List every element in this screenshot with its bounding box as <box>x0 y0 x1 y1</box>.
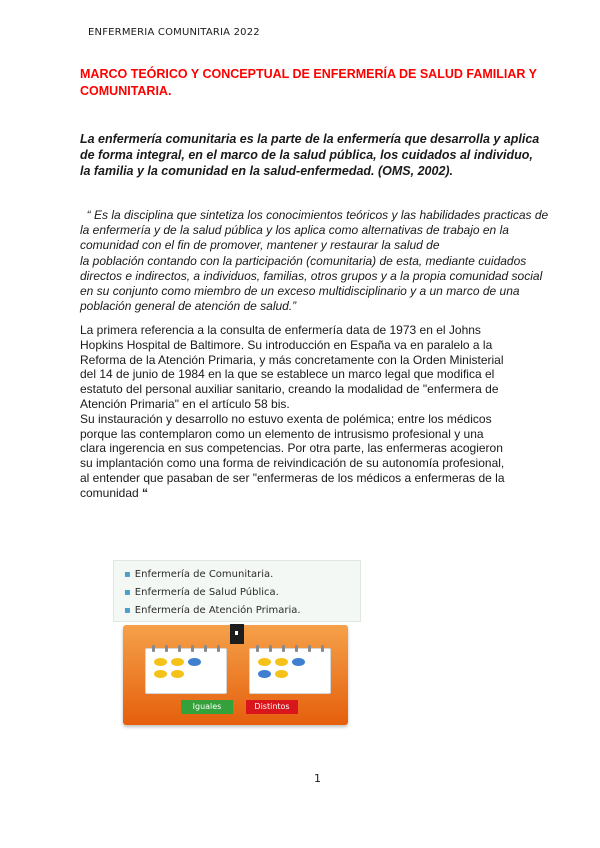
yellow-dot-icon <box>275 658 288 666</box>
figure-item-label: Enfermería de Atención Primaria. <box>134 605 301 616</box>
blue-dot-icon <box>258 670 271 678</box>
body-line: estatuto del personal auxiliar sanitario, creando la modalidad de "enfermera de <box>80 382 499 397</box>
distintos-label: Distintos <box>246 700 298 714</box>
figure-list-item <box>124 569 273 580</box>
comparison-figure <box>113 560 359 728</box>
quote-paragraph <box>80 208 555 314</box>
yellow-dot-icon <box>171 670 184 678</box>
body-line: Atención Primaria" en el artículo 58 bis. <box>80 396 290 411</box>
quote-line: la enfermería y de la salud pública y los aplica como alternativas de trabajo en la <box>80 223 509 238</box>
quote-line: directos e indirectos, a individuos, familias, otros grupos y a la propia comunidad social <box>80 268 543 283</box>
figure-list-item <box>124 587 279 598</box>
left-card <box>145 648 227 694</box>
body-line: Reforma de la Atención Primaria, y más concretamente con la Orden Ministerial <box>80 352 504 367</box>
bullet-icon: ▪ <box>124 605 131 616</box>
figure-list-box <box>113 560 361 622</box>
body-line: porque las contemplaron como un elemento de intrusismo profesional y una <box>80 426 484 441</box>
page-number: 1 <box>314 772 321 785</box>
body-line: al entender que pasaban de ser "enfermeras de los médicos a enfermeras de la <box>80 470 505 485</box>
page-header: ENFERMERIA COMUNITARIA 2022 <box>88 27 260 38</box>
binder-rings-icon <box>256 645 324 651</box>
yellow-dot-icon <box>154 670 167 678</box>
closing-quote-mark: “ <box>138 485 149 500</box>
body-line: La primera referencia a la consulta de enfermería data de 1973 en el Johns <box>80 323 481 337</box>
definition-paragraph: La enfermería comunitaria es la parte de la enfermería que desarrolla y aplica de forma integral, en el marco de la salud pública, los cuidados al individuo, la familia y la comunidad en la salud-enfermedad. (OMS, 2002). <box>80 132 540 178</box>
body-paragraph <box>80 323 525 501</box>
bullet-icon: ▪ <box>124 569 131 580</box>
yellow-dot-icon <box>275 670 288 678</box>
body-line: del 14 de junio de 1984 en la que se establece un marco legal que modifica el <box>80 367 495 382</box>
quote-line: la población contando con la participación (comunitaria) de esta, mediante cuidados <box>80 253 527 268</box>
yellow-dot-icon <box>154 658 167 666</box>
quote-line: población general de atención de salud.” <box>80 299 297 314</box>
blue-dot-icon <box>188 658 201 666</box>
body-line: Hopkins Hospital de Baltimore. Su introducción en España va en paralelo a la <box>80 337 493 352</box>
quote-line: “ Es la disciplina que sintetiza los conocimientos teóricos y las habilidades practicas de <box>80 208 549 222</box>
body-line-last <box>80 486 525 501</box>
right-card <box>249 648 331 694</box>
body-line: clara ingerencia en sus competencias. Por otra parte, las enfermeras acogieron <box>80 441 503 456</box>
figure-list-item <box>124 605 301 616</box>
quote-line: en su conjunto como miembro de un exceso multidisciplinario y a un marco de una <box>80 284 520 299</box>
left-card-dots <box>154 658 201 678</box>
figure-item-label: Enfermería de Salud Pública. <box>134 587 279 598</box>
right-card-dots <box>258 658 305 678</box>
body-last-text: comunidad <box>80 485 139 500</box>
body-line: su implantación como una forma de reivindicación de su autonomía profesional, <box>80 456 505 471</box>
quote-line: comunidad con el fin de promover, mantener y restaurar la salud de <box>80 238 440 253</box>
figure-divider <box>230 624 244 644</box>
section-title: MARCO TEÓRICO Y CONCEPTUAL DE ENFERMERÍA DE SALUD FAMILIAR Y COMUNITARIA. <box>80 67 537 98</box>
iguales-label: Iguales <box>181 700 233 714</box>
body-line: Su instauración y desarrollo no estuvo exenta de polémica; entre los médicos <box>80 411 492 426</box>
yellow-dot-icon <box>171 658 184 666</box>
blue-dot-icon <box>292 658 305 666</box>
figure-item-label: Enfermería de Comunitaria. <box>134 569 274 580</box>
bullet-icon: ▪ <box>124 587 131 598</box>
yellow-dot-icon <box>258 658 271 666</box>
binder-rings-icon <box>152 645 220 651</box>
